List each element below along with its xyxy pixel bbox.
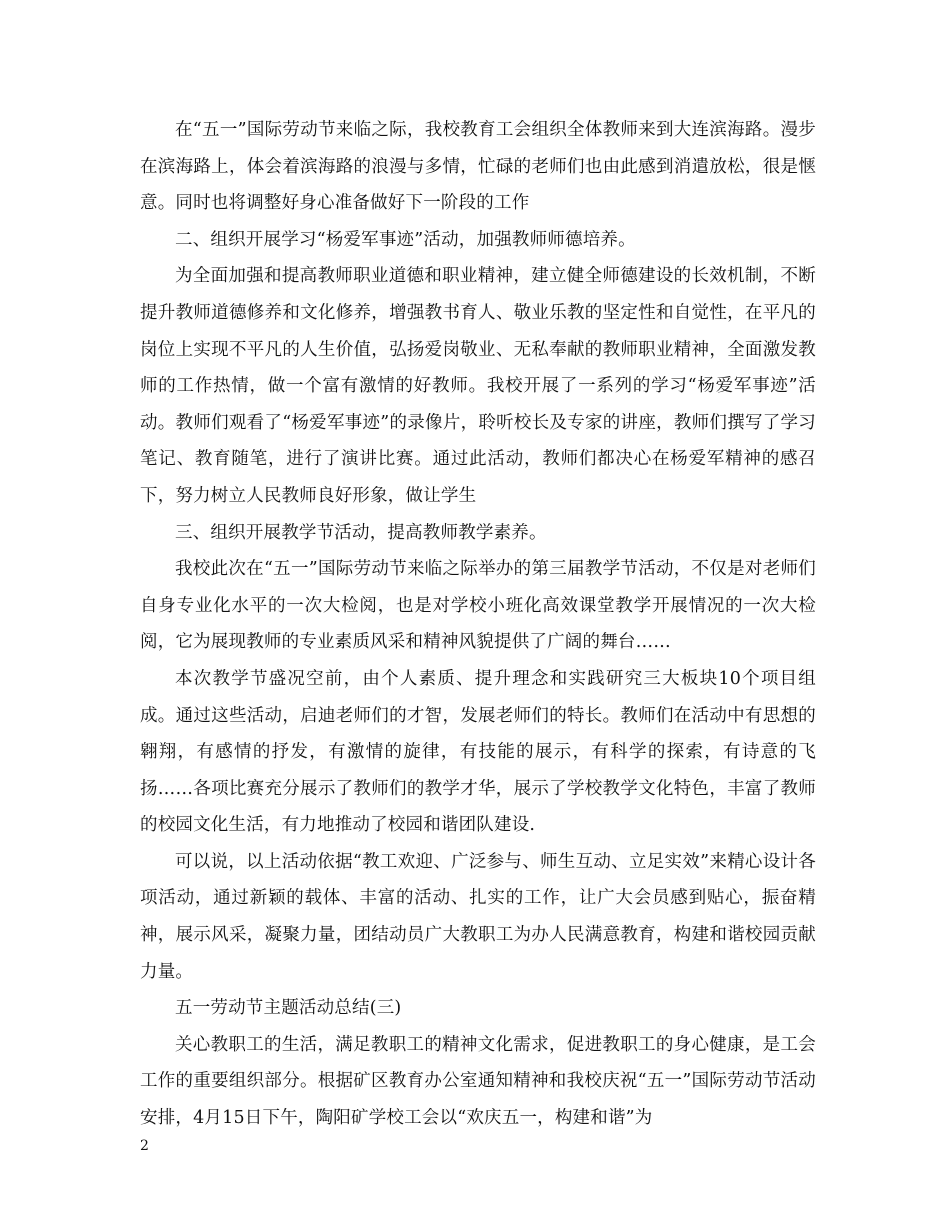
section-title-summary-three: 五一劳动节主题活动总结(三) bbox=[175, 998, 402, 1019]
page-number: 2 bbox=[140, 1138, 149, 1154]
section-heading-teaching-festival: 三、组织开展教学节活动，提高教师教学素养。 bbox=[175, 522, 547, 543]
paragraph-ethics-activities: 为全面加强和提高教师职业道德和职业精神，建立健全师德建设的长效机制，不断提升教师道德修养和文化修养，增强教书育人、敬业乐教的坚定性和自觉性，在平凡的岗位上实现不平凡的人生价值，弘扬爱岗敬业、无私奉献的教师职业精神，全面激发教师的工作热情，做一个富有激情的好教师。我校开展了一系列的学习“杨爱军事迹”活动。教师们观看了“杨爱军事迹”的录像片，聆听校长及专家的讲座，教师们撰写了学习笔记、教育随笔，进行了演讲比赛。通过此活动，教师们都决心在杨爱军精神的感召下，努力树立人民教师良好形象，做让学生 bbox=[140, 266, 816, 506]
paragraph-may-day-trip: 在“五一”国际劳动节来临之际，我校教育工会组织全体教师来到大连滨海路。漫步在滨海路上，体会着滨海路的浪漫与多情，忙碌的老师们也由此感到消遣放松，很是惬意。同时也将调整好身心准备做好下一阶段的工作 bbox=[140, 120, 816, 214]
paragraph-teaching-festival: 我校此次在“五一”国际劳动节来临之际举办的第三届教学节活动，不仅是对老师们自身专业化水平的一次大检阅，也是对学校小班化高效课堂教学开展情况的一次大检阅，它为展现教师的专业素质风采和精神风貌提供了广阔的舞台…… bbox=[140, 559, 816, 653]
section-heading-ethics: 二、组织开展学习“杨爱军事迹”活动，加强教师师德培养。 bbox=[175, 229, 636, 250]
paragraph-staff-wellbeing: 关心教职工的生活，满足教职工的精神文化需求，促进教职工的身心健康，是工会工作的重要组织部分。根据矿区教育办公室通知精神和我校庆祝“五一”国际劳动节活动安排，4月15日下午，陶阳矿学校工会以“欢庆五一，构建和谐”为 bbox=[140, 1034, 816, 1129]
paragraph-festival-details: 本次教学节盛况空前，由个人素质、提升理念和实践研究三大板块10个项目组成。通过这些活动，启迪老师们的才智，发展老师们的特长。教师们在活动中有思想的翱翔，有感情的抒发，有激情的旋律，有技能的展示，有科学的探索，有诗意的飞扬……各项比赛充分展示了教师们的教学才华，展示了学校教学文化特色，丰富了教师的校园文化生活，有力地推动了校园和谐团队建设. bbox=[140, 668, 816, 836]
paragraph-summary: 可以说，以上活动依据“教工欢迎、广泛参与、师生互动、立足实效”来精心设计各项活动，通过新颖的载体、丰富的活动、扎实的工作，让广大会员感到贴心，振奋精神，展示风采，凝聚力量，团结动员广大教职工为办人民满意教育，构建和谐校园贡献力量。 bbox=[140, 851, 816, 982]
document-body bbox=[140, 112, 816, 1137]
